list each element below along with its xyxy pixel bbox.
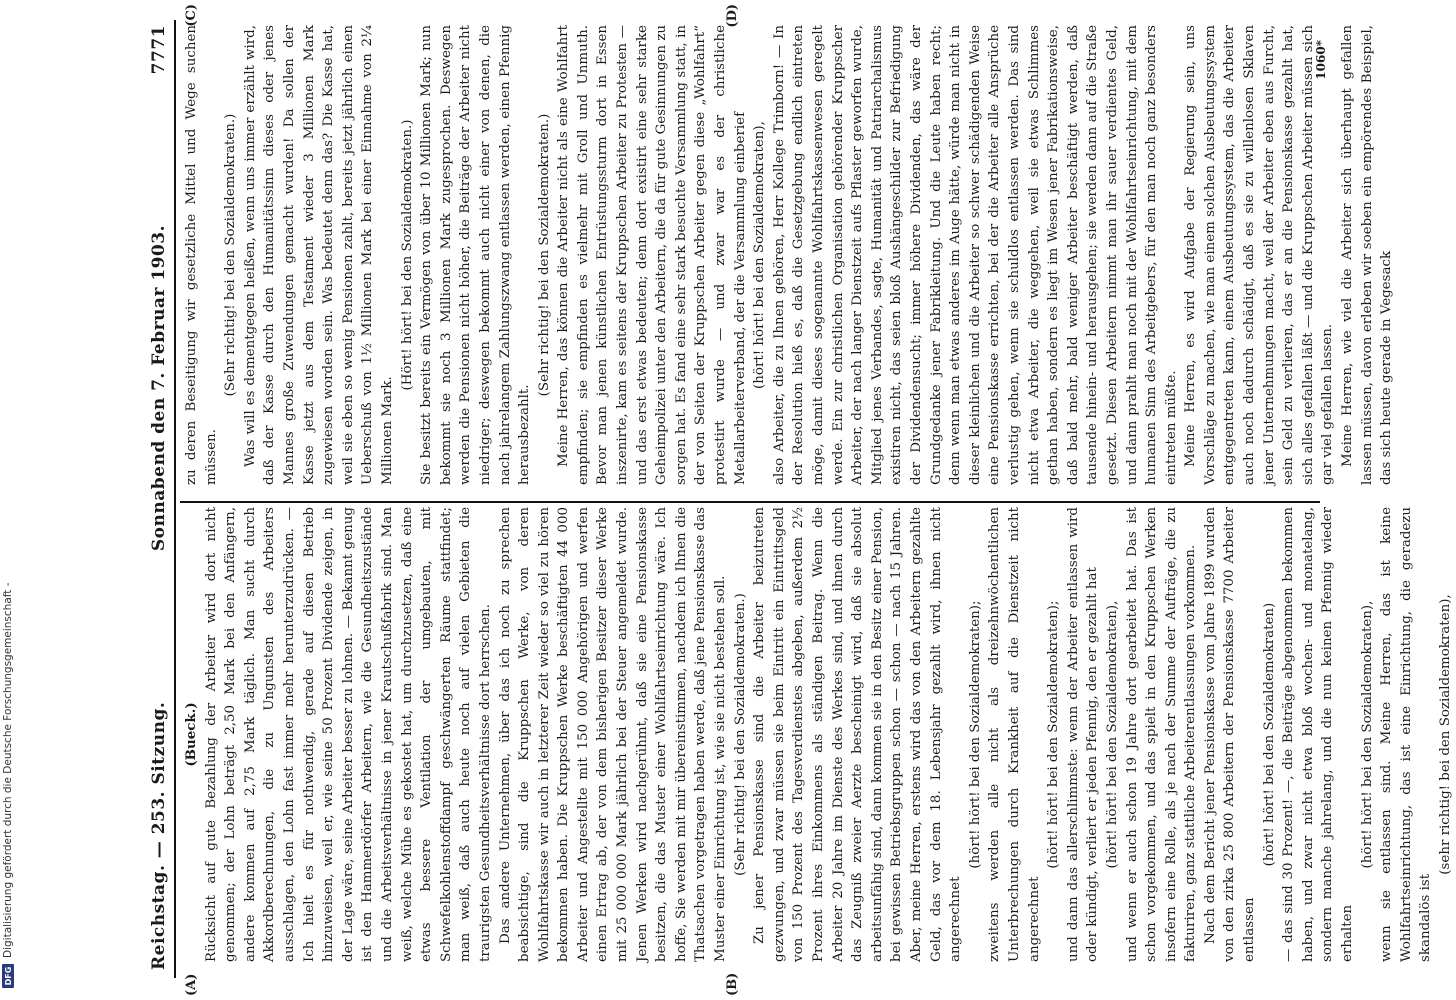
interjection: (hört! hört! bei den Sozialdemokraten); xyxy=(967,600,983,869)
paragraph: Rücksicht auf gute Bezahlung der Arbeiter wird dort nicht genommen; der Lohn beträgt 2,50 Mark bei den Anfängern, andere kommen auf 2,75 Mark täglich. Man sucht durch Akkordberechnungen, die zu Ungunsten des Arbeiters ausschlagen, den Lohn fast immer mehr herunterzudrücken. — Ich hielt es für nothwendig, gerade auf diesen Betrieb hinzuweisen, weil er, wie seine 50 Prozent Dividende zeigen, in der Lage wäre, seine Arbeiter besser zu lohnen. — Bekannt genug ist den Hammerdörfer Arbeitern, wie die Gesundheitszustände und die Arbeitsverhältnisse in jener Krautschußfabrik sind. Man weiß, welche Mühe es gekostet hat, um durchzusetzen, daß eine etwas bessere Ventilation der umgebauten, mit Schwefelkohlenstoffdampf geschwängerten Räume stattfindet; man weiß, daß auch heute noch auf vielen Gebieten die traurigsten Gesundheitsverhältnisse dort herrschen. xyxy=(203,507,493,962)
interjection: (Hört! hört! bei den Sozialdemokraten.) xyxy=(399,119,415,391)
paragraph: wenn sie entlassen sind. Meine Herren, das ist keine Wohlfahrtseinrichtung, das ist eine Einrichtung, die geradezu skandalös ist xyxy=(1379,507,1434,962)
interjection: (hört! hört! bei den Sozialdemokraten), xyxy=(1359,600,1375,869)
paragraph: Meine Herren, wie viel die Arbeiter sich überhaupt gefallen lassen müssen, davon erleben wir soeben ein empörendes Beispiel, das sich heute gerade in Vegesack xyxy=(1340,25,1395,485)
paragraph: Nach dem Bericht jener Pensionskasse vom Jahre 1899 wurden von den zirka 25 800 Arbeitern der Pensionskasse 7700 Arbeiter entlassen xyxy=(1202,507,1258,962)
interjection: (Sehr richtig! bei den Sozialdemokraten.) xyxy=(732,593,748,876)
margin-mark-c: (C) xyxy=(184,4,199,27)
header-left: Reichstag. — 253. Sitzung. xyxy=(149,701,169,970)
paragraph: Meine Herren, es wird Aufgabe der Regierung sein, uns Vorschläge zu machen, wie man einem solchen Ausbeutungssystem entgegentreten kann, einem Ausbeutungssystem, das die Arbeiter auch noch dadurch schädigt, daß es sie zu willenlosen Sklaven jener Unternehmungen macht, weil der Arbeiter eben aus Furcht, sein Geld zu verlieren, das er an die Pensionskasse gezahlt hat, sich alles gefallen läßt — und die Kruppschen Arbeiter müssen sich gar viel gefallen lassen. xyxy=(1183,25,1336,485)
footer-code: 1060* xyxy=(1314,40,1328,80)
paragraph: Sie besitzt bereits ein Vermögen von über 10 Millionen Mark; nun bekommt sie noch 3 Millionen Mark zugesprochen. Deswegen werden die Pensionen nicht höher, die Beiträge der Arbeiter nicht niedriger; deswegen bekommt auch nicht einer von denen, die nach jahrelangem Zahlungszwang entlassen werden, einen Pfennig herausbezahlt. xyxy=(419,25,533,485)
paragraph: Was will es dementgegen heißen, wenn uns immer erzählt wird, daß der Kasse durch den Humanitätssinn dieses oder jenes Mannes große Zuwendungen gemacht wurden! Da sollen der Kasse jetzt aus dem Testament wieder 3 Millionen Mark zugewiesen worden sein. Was bedeutet denn das? Die Kasse hat, weil sie eben so wenig Pensionen zahlt, bereits jetzt jährlich einen Ueberschuß von 1½ Millionen Mark bei einer Einnahme von 2¼ Millionen Mark. xyxy=(242,25,395,485)
page-header xyxy=(146,25,172,970)
left-column xyxy=(182,507,1453,962)
interjection: (Sehr richtig! bei den Sozialdemokraten.) xyxy=(223,113,239,397)
interjection: (hört! hört! bei den Sozialdemokraten); xyxy=(1046,600,1062,869)
interjection: (hört! hört! bei den Sozialdemokraten), xyxy=(752,121,768,389)
paragraph: zweitens werden alle nicht als dreizehnwöchentlichen Unterbrechungen durch Krankheit auf die Dienstzeit nicht angerechnet xyxy=(987,507,1042,962)
dfg-logo-icon: DFG xyxy=(2,964,14,988)
paragraph: Das andere Unternehmen, über das ich noch zu sprechen beabsichtige, sind die Kruppschen Werke, von deren Wohlfahrtskasse wir auch in letzterer Zeit wieder so viel zu hören bekommen haben. Die Kruppschen Werke beschäftigten 44 000 Arbeiter und Angestellte mit 150 000 Angehörigen und werfen einen Ertrag ab, der von dem bisherigen Besitzer dieser Werke mit 25 000 000 Mark jährlich bei der Steuer angemeldet wurde. Jenen Werken wird nachgerühmt, daß sie eine Pensionskasse besitzen, die das Muster einer Wohlfahrtseinrichtung wäre. Ich hoffe, Sie werden mit mir übereinstimmen, nachdem ich Ihnen die Thatsachen vorgetragen haben werde, daß jene Pensionskasse das Muster einer Einrichtung ist, wie sie nicht bestehen soll. xyxy=(497,507,729,962)
funding-note-text: Digitalisierung gefördert durch die Deutsche Forschungsgemeinschaft - xyxy=(2,582,14,958)
interjection: (Sehr richtig! bei den Sozialdemokraten.) xyxy=(536,113,552,397)
funding-note xyxy=(0,0,16,1000)
header-rule xyxy=(174,20,176,978)
header-date: Sonnabend den 7. Februar 1903. xyxy=(149,224,169,552)
newspaper-page xyxy=(140,0,1453,1000)
margin-mark-d: (D) xyxy=(725,4,740,28)
interjection: (hört! hört! bei den Sozialdemokraten), xyxy=(1104,600,1120,869)
paragraph: Zu jener Pensionskasse sind die Arbeiter beizutreten gezwungen, und zwar müssen sie beim Eintritt ein Eintrittsgeld von 150 Prozent des Tagesverdienstes abgeben, außerdem 2½ Prozent ihres Einkommens als ständigen Beitrag. Wenn die Arbeiter 20 Jahre im Dienste des Werkes sind, und ihnen durch das Zeugniß zweier Aerzte bescheinigt wird, daß sie absolut arbeitsunfähig sind, dann kommen sie in den Besitz einer Pension, bei gewissen Betriebsgruppen schon — schon — nach 15 Jahren. Aber, meine Herren, erstens wird das von den Arbeitern gezahlte Geld, das vor dem 18. Lebensjahr gezahlt wird, ihnen nicht angerechnet xyxy=(752,507,964,962)
interjection: (sehr richtig! bei den Sozialdemokraten), xyxy=(1438,594,1453,875)
paragraph: also Arbeiter, die zu Ihnen gehören, Herr Kollege Trimborn! — In der Resolution hieß es, daß die Gesetzgebung endlich eintreten möge, damit dieses sogenannte Wohlfahrtskassenwesen geregelt werde. Ein zur christlichen Organisation gehörender Kruppscher Arbeiter, der nach langer Dienstzeit aufs Pflaster geworfen wurde, Mitglied jenes Verbandes, sagte, Humanität und Patriarchalismus existiren nicht, das seien bloß Aushängeschilder zur Befriedigung der Dividendensucht; immer höhere Dividenden, das wäre der Grundgedanke jener Fabrikleitung. Und die Leute haben recht; denn wenn man etwas anderes im Auge hätte, würde man nicht in dieser kleinlichen und die Arbeiter so schwer schädigenden Weise eine Pensionskasse errichten, bei der die Arbeiter alle Ansprüche verlustig gehen, wenn sie schuldlos entlassen werden. Das sind nicht etwa Arbeiter, die weggehen, weil sie etwas Schlimmes gethan haben, sondern es liegt im Wesen jener Fabrikationsweise, daß bald mehr, bald weniger Arbeiter beschäftigt werden, daß tausende hinein- und herausgehen; sie werden dann auf die Straße gesetzt. Diesen Arbeitern nimmt man ihr sauer verdientes Geld, und dann prahlt man noch mit der Wohlfahrtseinrichtung, mit dem humanen Sinn des Arbeitgebers, für den man noch ganz besonders eintreten müßte. xyxy=(771,25,1179,485)
paragraph: und wenn er auch schon 19 Jahre dort gearbeitet hat. Das ist schon vorgekommen, und das spielt in den Kruppschen Werken insofern eine Rolle, als je nach der Summe der Aufträge, die zu fakturiren, ganz stattliche Arbeiterentlassungen vorkommen. xyxy=(1124,507,1199,962)
paragraph: zu deren Beseitigung wir gesetzliche Mittel und Wege suchen müssen. xyxy=(184,25,219,485)
margin-mark-b: (B) xyxy=(725,972,740,996)
speaker-name: (Bueck.) xyxy=(183,702,199,767)
paragraph: — das sind 30 Prozent! —, die Beiträge abgenommen bekommen haben, und zwar nicht etwa bloß wochen- und monatelang, sondern manche jahrelang, und die nun keinen Pfennig wieder erhalten xyxy=(1281,507,1356,962)
margin-mark-a: (A) xyxy=(184,973,199,996)
paragraph: Meine Herren, das können die Arbeiter nicht als eine Wohlfahrt empfinden; sie empfinden es vielmehr mit Groll und Unmuth. Bevor man jenen künstlichen Entrüstungssturm dort in Essen inszenirte, kam es seitens der Kruppschen Arbeiter zu Protesten — und das erst etwas bedeuten; denn dort existirt eine sehr starke Geheimpolizei unter den Arbeitern, die da für gute Gesinnungen zu sorgen hat. Es fand eine sehr stark besuchte Versammlung statt, in der von Seiten der Kruppschen Arbeiter gegen diese „Wohlfahrt“ protestirt wurde — und zwar war es der christliche Metallarbeiterverband, der die Versammlung einberief xyxy=(556,25,748,485)
page-number: 7771 xyxy=(149,25,169,75)
interjection: (hört! hört! bei den Sozialdemokraten) xyxy=(1261,602,1277,867)
paragraph: und dann das allerschlimmste: wenn der Arbeiter entlassen wird oder kündigt, verliert er jeden Pfennig, den er gezahlt hat xyxy=(1065,507,1101,962)
column-divider xyxy=(180,501,1320,503)
